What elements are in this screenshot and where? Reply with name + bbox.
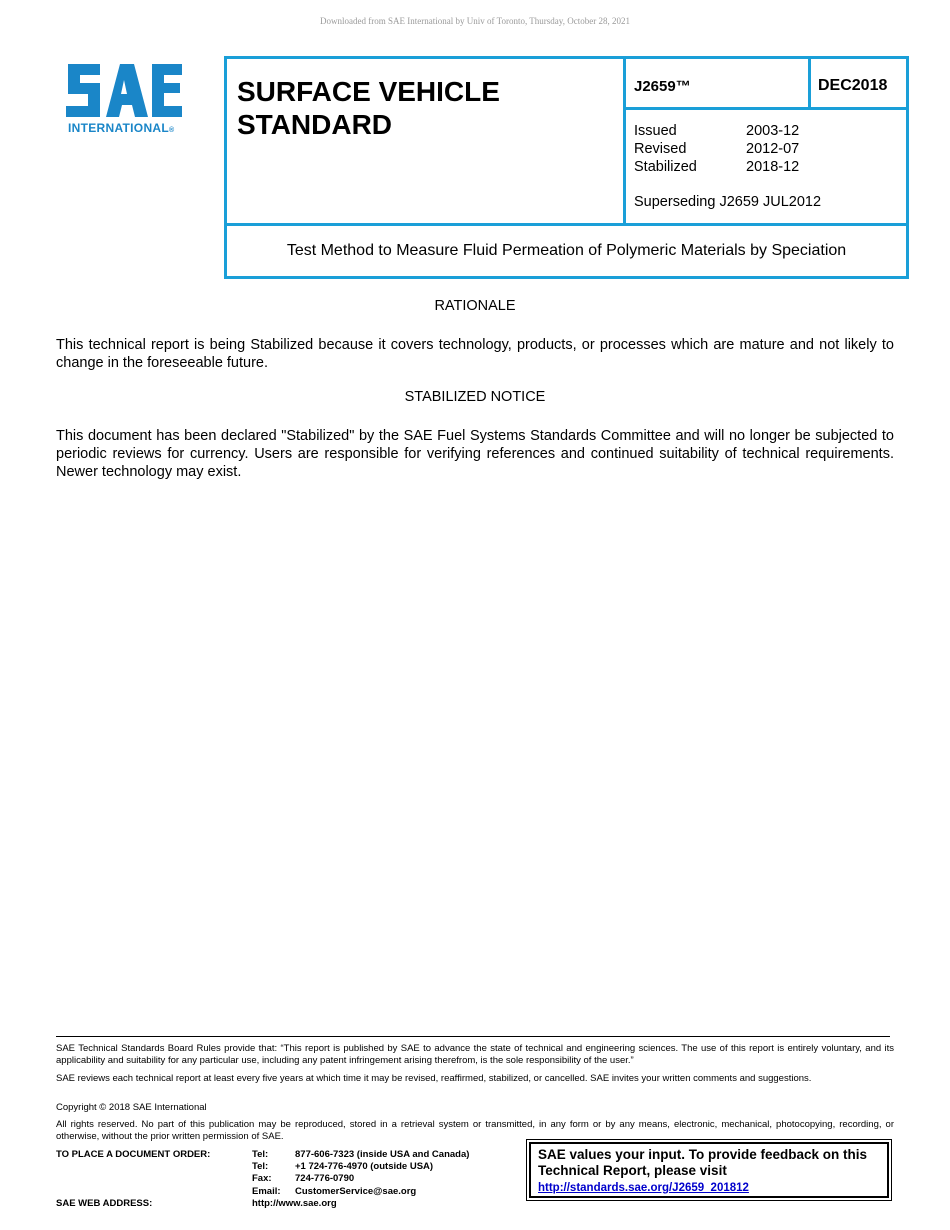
fax-value: 724-776-0790 [295, 1173, 355, 1184]
rationale-heading: RATIONALE [434, 298, 516, 314]
feedback-box [526, 1139, 892, 1201]
date-label: Revised [634, 141, 687, 157]
date-list [634, 122, 799, 176]
superseding-note: Superseding J2659 JUL2012 [634, 194, 822, 210]
tel2-label: Tel: [252, 1161, 269, 1172]
document-title: Test Method to Measure Fluid Permeation of Polymeric Materials by Speciation [286, 242, 847, 259]
date-row-revised [634, 140, 799, 158]
footer-divider [56, 1036, 890, 1037]
logo-subtext: INTERNATIONAL [68, 121, 170, 135]
standard-type-line2: STANDARD [237, 109, 393, 140]
standard-type [237, 75, 597, 141]
tel-label: Tel: [252, 1149, 269, 1160]
rationale-text: This technical report is being Stabilized because it covers technology, products, or processes which are mature and not likely to change in the foreseeable future. [56, 337, 894, 371]
standard-type-line1: SURFACE VEHICLE [237, 76, 500, 107]
email-value: CustomerService@sae.org [295, 1186, 417, 1197]
web-value: http://www.sae.org [252, 1198, 337, 1209]
feedback-line2: Technical Report, please visit [538, 1163, 727, 1178]
email-label: Email: [252, 1186, 281, 1197]
tel-value: 877-606-7323 (inside USA and Canada) [295, 1149, 470, 1160]
doc-number: J2659™ [634, 78, 691, 95]
date-label: Issued [634, 123, 677, 139]
copyright: Copyright © 2018 SAE International [56, 1102, 207, 1113]
fax-label: Fax: [252, 1173, 272, 1184]
date-label: Stabilized [634, 159, 697, 175]
date-value: 2003-12 [746, 123, 800, 139]
order-label: TO PLACE A DOCUMENT ORDER: [56, 1149, 211, 1160]
registered-mark: ® [169, 127, 175, 134]
date-row-stabilized [634, 158, 799, 176]
date-value: 2018-12 [746, 159, 800, 175]
web-label: SAE WEB ADDRESS: [56, 1198, 153, 1209]
date-value: 2012-07 [746, 141, 800, 157]
board-rules: SAE Technical Standards Board Rules provide that: “This report is published by SAE to advance the state of technical and engineering sciences. The use of this report is entirely voluntary, and its applicability and suitability for any particular use, including any patent infringement arising therefrom, is the sole responsibility of the user.” [56, 1043, 894, 1066]
rights-notice: All rights reserved. No part of this publication may be reproduced, stored in a retrieval system or transmitted, in any form or by any means, electronic, mechanical, photocopying, recording, or otherwise, without the prior written permission of SAE. [56, 1119, 894, 1142]
download-note: Downloaded from SAE International by Univ of Toronto, Thursday, October 28, 2021 [320, 16, 630, 26]
notice-text: This document has been declared "Stabilized" by the SAE Fuel Systems Standards Committee and will no longer be subjected to periodic reviews for currency. Users are responsible for verifying references and continued suitability of technical requirements. Newer technology may exist. [56, 428, 894, 480]
doc-date: DEC2018 [818, 77, 888, 94]
feedback-link[interactable]: http://standards.sae.org/J2659_201812 [538, 1182, 749, 1194]
notice-heading: STABILIZED NOTICE [404, 389, 546, 405]
feedback-line1: SAE values your input. To provide feedback on this [538, 1147, 868, 1162]
review-policy: SAE reviews each technical report at least every five years at which time it may be revised, reaffirmed, stabilized, or cancelled. SAE invites your written comments and suggestions. [56, 1073, 812, 1084]
date-row-issued [634, 122, 799, 140]
tel2-value: +1 724-776-4970 (outside USA) [295, 1161, 434, 1172]
